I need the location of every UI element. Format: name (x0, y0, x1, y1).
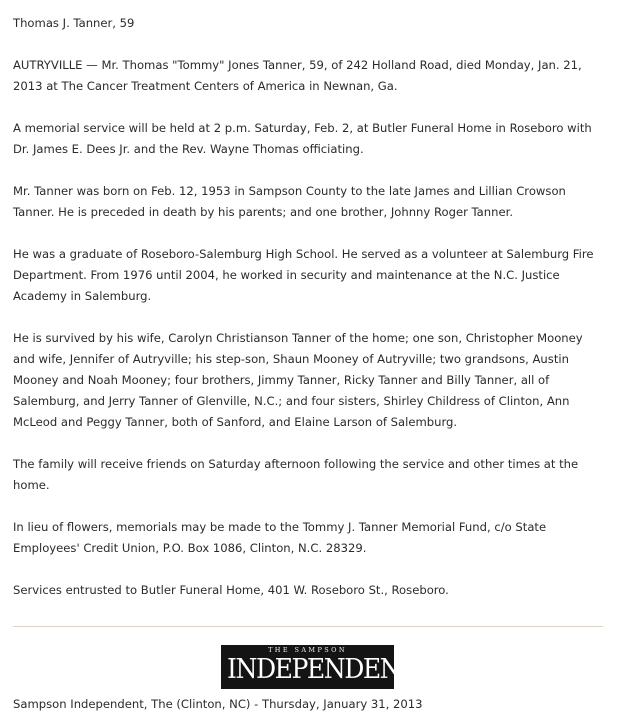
paragraph-line: Services entrusted to Butler Funeral Home, 401 W. Roseboro St., Roseboro. (13, 583, 449, 597)
paragraph-line: Tanner. He is preceded in death by his parents; and one brother, Johnny Roger Tanner. (13, 205, 514, 219)
paragraph-line: He was a graduate of Roseboro-Salemburg High School. He served as a volunteer at Salemburg Fire (13, 247, 594, 261)
article-paragraph (13, 244, 611, 307)
source-citation: Sampson Independent, The (Clinton, NC) - Thursday, January 31, 2013 (13, 697, 423, 711)
paragraph-line: Salemburg, and Jerry Tanner of Glenville, N.C.; and four sisters, Shirley Childress of Clinton, Ann (13, 394, 570, 408)
article-paragraph (13, 118, 611, 160)
paragraph-line: Employees' Credit Union, P.O. Box 1086, Clinton, N.C. 28329. (13, 541, 367, 555)
paragraph-line: home. (13, 478, 50, 492)
paragraph-line: A memorial service will be held at 2 p.m. Saturday, Feb. 2, at Butler Funeral Home in Roseboro with (13, 121, 592, 135)
paragraph-line: 2013 at The Cancer Treatment Centers of America in Newnan, Ga. (13, 79, 398, 93)
article-paragraph (13, 580, 611, 601)
paragraph-line: Mr. Tanner was born on Feb. 12, 1953 in Sampson County to the late James and Lillian Crowson (13, 184, 566, 198)
paragraph-line: The family will receive friends on Saturday afternoon following the service and other times at the (13, 457, 579, 471)
article-paragraph (13, 55, 611, 97)
obituary-article (13, 13, 611, 622)
paragraph-line: In lieu of flowers, memorials may be made to the Tommy J. Tanner Memorial Fund, c/o State (13, 520, 547, 534)
divider (13, 626, 603, 627)
paragraph-line: McLeod and Peggy Tanner, both of Sanford, and Elaine Larson of Salemburg. (13, 415, 458, 429)
paragraph-line: and wife, Jennifer of Autryville; his step-son, Shaun Mooney of Autryville; two grandsons, Austin (13, 352, 569, 366)
article-paragraph (13, 181, 611, 223)
logo-main-text: INDEPENDENT (227, 654, 416, 685)
logo-top-text: THE SAMPSON (268, 646, 347, 654)
newspaper-logo (221, 645, 416, 689)
article-paragraph (13, 454, 611, 496)
paragraph-line: AUTRYVILLE — Mr. Thomas "Tommy" Jones Tanner, 59, of 242 Holland Road, died Monday, Jan. 21, (13, 58, 582, 72)
paragraph-line: He is survived by his wife, Carolyn Christianson Tanner of the home; one son, Christopher Mooney (13, 331, 583, 345)
paragraph-line: Mooney and Noah Mooney; four brothers, Jimmy Tanner, Ricky Tanner and Billy Tanner, all of (13, 373, 550, 387)
paragraph-line: Academy in Salemburg. (13, 289, 152, 303)
article-title: Thomas J. Tanner, 59 (13, 16, 135, 30)
paragraph-line: Dr. James E. Dees Jr. and the Rev. Wayne Thomas officiating. (13, 142, 364, 156)
paragraph-line: Department. From 1976 until 2004, he worked in security and maintenance at the N.C. Justice (13, 268, 560, 282)
article-paragraph (13, 328, 611, 433)
article-paragraph (13, 517, 611, 559)
